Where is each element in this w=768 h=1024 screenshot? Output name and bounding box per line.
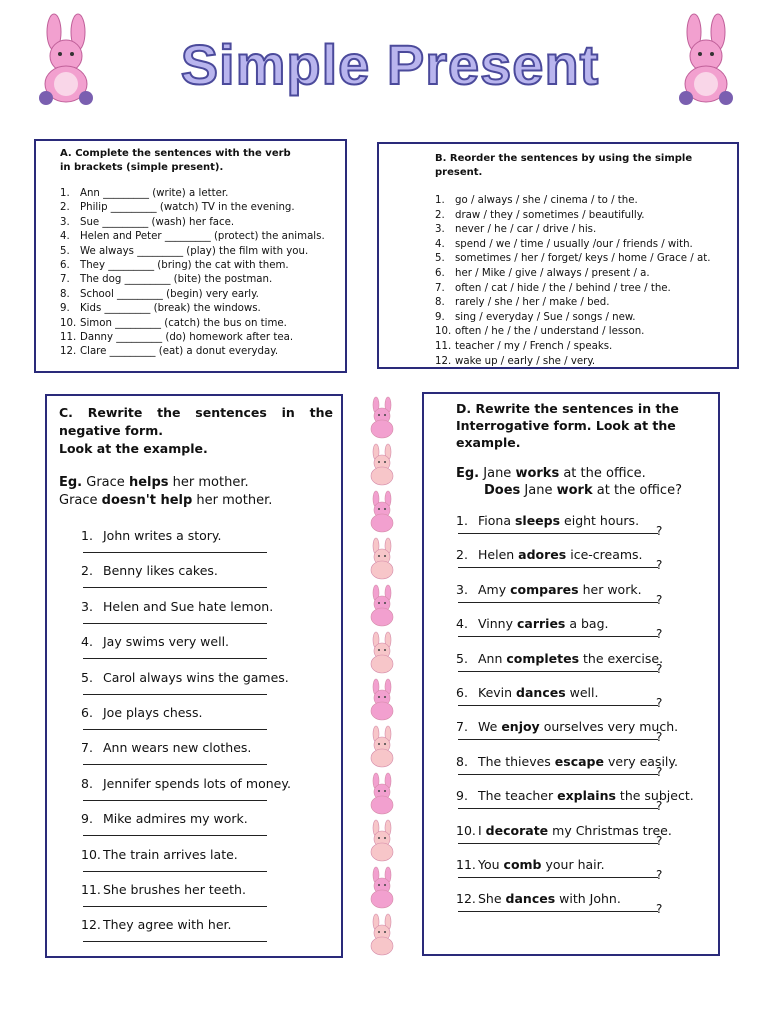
- bunny-column-decoration: [360, 396, 404, 966]
- list-item: 5. sometimes / her / forget/ keys / home / Grace / at.: [435, 253, 711, 265]
- answer-line[interactable]: [83, 871, 267, 872]
- section-c-list: [59, 522, 333, 947]
- list-item: 3. Sue _________ (wash) her face.: [60, 216, 235, 228]
- section-b-heading: B. Reorder the sentences by using the simple present.: [435, 153, 693, 178]
- list-item: 1. go / always / she / cinema / to / the.: [435, 195, 638, 206]
- section-d-box: [422, 392, 720, 956]
- answer-line[interactable]: [458, 739, 658, 740]
- list-item: 12. She dances with John. ?: [456, 891, 663, 917]
- section-b-list: [435, 194, 729, 369]
- bunny-small-icon: [371, 444, 393, 485]
- section-a-heading: A. Complete the sentences with the verb in brackets (simple present).: [60, 148, 291, 173]
- list-item: 12. Clare _________ (eat) a donut everyday.: [60, 346, 279, 358]
- answer-line[interactable]: [83, 552, 267, 553]
- list-item: 4. Helen and Peter _________ (protect) the animals.: [60, 231, 325, 243]
- bunny-small-icon: [371, 632, 393, 673]
- answer-line[interactable]: [458, 808, 658, 809]
- answer-line[interactable]: [458, 636, 658, 637]
- section-d-list: [456, 511, 710, 924]
- list-item: 2. Benny likes cakes.: [81, 557, 333, 592]
- list-item: 4. spend / we / time / usually /our / friends / with.: [435, 238, 693, 250]
- list-item: 11. She brushes her teeth.: [81, 876, 333, 911]
- list-item: 10. Simon _________ (catch) the bus on time.: [60, 317, 287, 329]
- list-item: 5. Carol always wins the games.: [81, 664, 333, 699]
- bunny-small-icon: [371, 679, 393, 720]
- list-item: 6. Kevin dances well. ?: [456, 684, 663, 710]
- answer-line[interactable]: [83, 941, 267, 942]
- bunny-small-icon: [371, 538, 393, 579]
- answer-line[interactable]: [83, 835, 267, 836]
- bunny-small-icon: [371, 914, 393, 955]
- list-item: 2. Helen adores ice-creams. ?: [456, 547, 663, 573]
- bunny-small-icon: [371, 820, 393, 861]
- answer-line[interactable]: [83, 800, 267, 801]
- page-title: Simple Present: [180, 33, 600, 96]
- list-item: 8. The thieves escape very easily. ?: [456, 753, 678, 779]
- list-item: 9. Mike admires my work.: [81, 805, 333, 840]
- section-b-box: [377, 142, 739, 369]
- list-item: 1. Fiona sleeps eight hours. ?: [456, 513, 663, 538]
- list-item: 8. School _________ (begin) very early.: [60, 288, 259, 300]
- bunny-illustration-left: [30, 10, 102, 108]
- list-item: 8. Jennifer spends lots of money.: [81, 770, 333, 805]
- list-item: 5. Ann completes the exercise. ?: [456, 650, 664, 676]
- answer-line[interactable]: [458, 843, 658, 844]
- list-item: 3. Amy compares her work. ?: [456, 581, 663, 607]
- bunny-illustration-right: [670, 10, 742, 108]
- answer-line[interactable]: [458, 602, 658, 603]
- list-item: 6. Joe plays chess.: [81, 699, 333, 734]
- list-item: 11. Danny _________ (do) homework after tea.: [60, 331, 294, 343]
- list-item: 3. Helen and Sue hate lemon.: [81, 593, 333, 628]
- list-item: 11. You comb your hair. ?: [456, 856, 663, 882]
- list-item: 7. The dog _________ (bite) the postman.: [60, 274, 273, 286]
- list-item: 1. John writes a story.: [81, 522, 333, 557]
- list-item: 2. draw / they / sometimes / beautifully.: [435, 209, 645, 221]
- list-item: 10. The train arrives late.: [81, 841, 333, 876]
- list-item: 9. sing / everyday / Sue / songs / new.: [435, 311, 636, 323]
- answer-line[interactable]: [458, 705, 658, 706]
- list-item: 7. We enjoy ourselves very much. ?: [456, 719, 679, 745]
- answer-line[interactable]: [458, 774, 658, 775]
- section-a-box: [34, 139, 347, 373]
- answer-line[interactable]: [458, 533, 658, 534]
- list-item: 9. Kids _________ (break) the windows.: [60, 303, 261, 315]
- list-item: 10. often / he / the / understand / lesson.: [435, 326, 645, 338]
- list-item: 1. Ann _________ (write) a letter.: [60, 188, 229, 199]
- list-item: 12. wake up / early / she / very.: [435, 355, 596, 367]
- list-item: 2. Philip _________ (watch) TV in the evening.: [60, 202, 295, 214]
- list-item: 12. They agree with her.: [81, 911, 333, 946]
- list-item: 6. They _________ (bring) the cat with them.: [60, 259, 289, 271]
- bunny-small-icon: [371, 773, 393, 814]
- list-item: 8. rarely / she / her / make / bed.: [435, 297, 610, 309]
- answer-line[interactable]: [83, 623, 267, 624]
- section-a-list: [60, 187, 335, 360]
- section-c-box: [45, 394, 343, 958]
- section-c-example: Eg. Grace helps her mother. Grace doesn't help her mother.: [59, 475, 273, 508]
- section-d-heading: D. Rewrite the sentences in the Interrogative form. Look at the example.: [456, 401, 679, 450]
- list-item: 6. her / Mike / give / always / present / a.: [435, 267, 650, 279]
- list-item: 9. The teacher explains the subject. ?: [456, 788, 694, 814]
- list-item: 5. We always _________ (play) the film with you.: [60, 245, 309, 257]
- list-item: 4. Jay swims very well.: [81, 628, 333, 663]
- answer-line[interactable]: [83, 658, 267, 659]
- answer-line[interactable]: [83, 729, 267, 730]
- bunny-small-icon: [371, 491, 393, 532]
- bunny-small-icon: [371, 726, 393, 767]
- answer-line[interactable]: [458, 567, 658, 568]
- answer-line[interactable]: [83, 587, 267, 588]
- bunny-small-icon: [371, 585, 393, 626]
- answer-line[interactable]: [458, 671, 658, 672]
- list-item: 3. never / he / car / drive / his.: [435, 224, 597, 236]
- bunny-small-icon: [371, 397, 393, 438]
- section-c-heading: C. Rewrite the sentences in the negative form. Look at the example.: [59, 405, 333, 456]
- list-item: 7. often / cat / hide / the / behind / tree / the.: [435, 282, 671, 294]
- section-d-example: Eg. Jane works at the office. Does Jane work at the office?: [456, 466, 682, 498]
- list-item: 10. I decorate my Christmas tree. ?: [456, 822, 672, 848]
- answer-line[interactable]: [83, 764, 267, 765]
- answer-line[interactable]: [458, 911, 658, 912]
- list-item: 7. Ann wears new clothes.: [81, 734, 333, 769]
- bunny-small-icon: [371, 867, 393, 908]
- answer-line[interactable]: [458, 877, 658, 878]
- answer-line[interactable]: [83, 906, 267, 907]
- list-item: 11. teacher / my / French / speaks.: [435, 340, 613, 352]
- answer-line[interactable]: [83, 694, 267, 695]
- list-item: 4. Vinny carries a bag. ?: [456, 616, 663, 642]
